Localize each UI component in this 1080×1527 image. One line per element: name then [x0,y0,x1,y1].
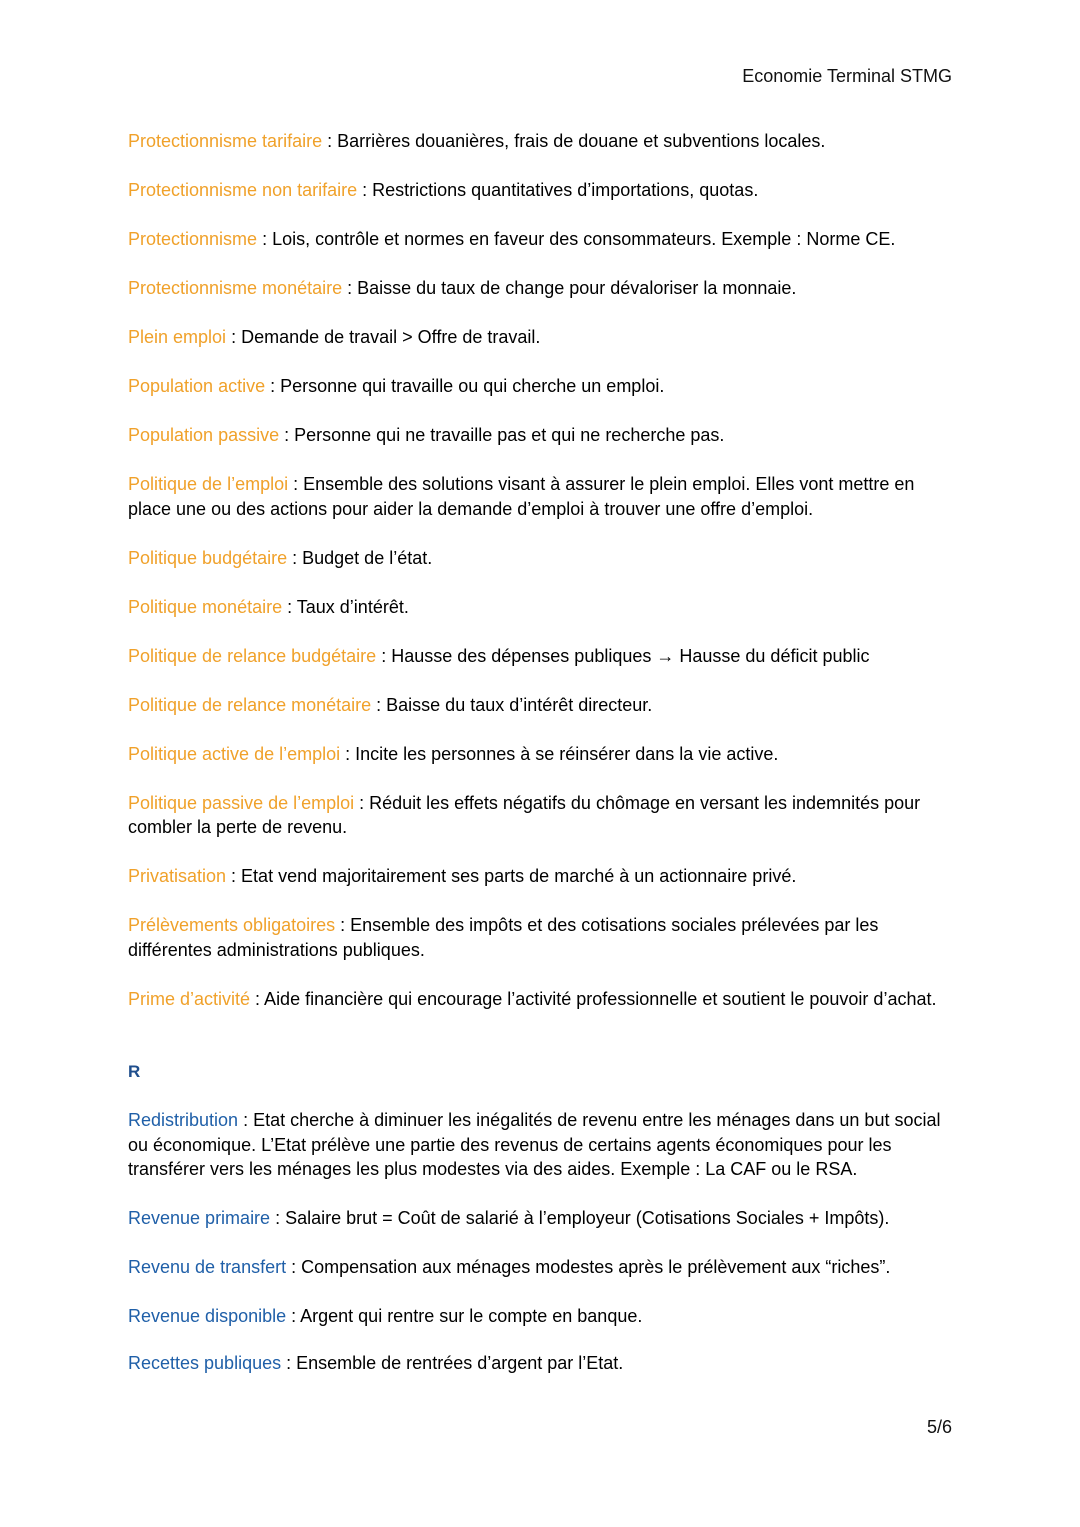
glossary-entry [128,374,958,399]
entry-definition: : Baisse du taux de change pour dévaloriser la monnaie. [342,278,797,298]
entry-term: Politique de relance monétaire [128,694,372,715]
glossary-entry [128,742,958,767]
entry-term: Plein emploi [128,327,227,347]
entry-term: Prélèvements obligatoires [128,915,336,935]
entry-term: Protectionnisme tarifaire [128,131,323,151]
entry-definition: : Demande de travail > Offre de travail. [226,327,541,347]
glossary-entry [128,1108,958,1182]
entry-term: Revenu de transfert [128,1257,287,1277]
entry-definition: : Barrières douanières, frais de douane et subventions locales. [322,131,826,151]
entry-term: Politique de l’emploi [128,474,289,494]
entry-definition: : Ensemble des impôts et des cotisations sociales prélevées par les différentes administrations publiques. [128,915,879,960]
glossary-entry [128,129,958,154]
entry-term: Politique monétaire [128,596,283,617]
entry-term: Revenue primaire [128,1208,271,1228]
entry-definition: : Personne qui ne travaille pas et qui ne recherche pas. [279,425,725,445]
entry-definition: : Taux d’intérêt. [282,596,409,617]
glossary-entry [128,693,958,718]
glossary-entry [128,546,958,571]
section-letter-r: R [128,1062,141,1081]
entry-term: Privatisation [128,866,227,886]
glossary-entry [128,325,958,350]
glossary-entry [128,423,958,448]
entry-term: Politique active de l’emploi [128,743,341,764]
entry-definition: : Etat cherche à diminuer les inégalités de revenu entre les ménages dans un but social ou économique. L’Etat prélève une partie des revenus de certains agents économiques pour les transférer vers les ménages les plus modestes via des aides. Exemple : La CAF ou le RSA. [128,1110,941,1179]
entry-definition: : Baisse du taux d’intérêt directeur. [371,694,653,715]
page-number: 5/6 [926,1417,952,1437]
document-header-title: Economie Terminal STMG [742,66,952,86]
entry-term: Politique de relance budgétaire [128,645,377,666]
entry-term: Protectionnisme non tarifaire [128,180,358,200]
glossary-entry [128,1255,958,1280]
entry-definition: : Lois, contrôle et normes en faveur des consommateurs. Exemple : Norme CE. [257,229,896,249]
entry-definition: : Compensation aux ménages modestes après le prélèvement aux “riches”. [286,1257,891,1277]
glossary-entry [128,178,958,203]
entry-term: Protectionnisme [128,229,258,249]
entry-definition: : Aide financière qui encourage l’activité professionnelle et soutient le pouvoir d’achat. [250,988,937,1009]
entry-term: Prime d’activité [128,988,251,1009]
entry-term: Politique budgétaire [128,547,288,568]
entry-definition: : Etat vend majoritairement ses parts de marché à un actionnaire privé. [226,866,797,886]
entry-definition: : Personne qui travaille ou qui cherche un emploi. [265,376,665,396]
glossary-entry [128,644,958,669]
glossary-entry [128,1206,958,1231]
entry-term: Redistribution [128,1110,239,1130]
entry-term: Revenue disponible [128,1306,287,1326]
entry-term: Recettes publiques [128,1352,282,1373]
entry-definition: : Ensemble de rentrées d’argent par l’Etat. [281,1352,624,1373]
entry-definition: : Incite les personnes à se réinsérer dans la vie active. [340,743,779,764]
glossary-entry [128,791,958,840]
glossary-entry [128,472,958,521]
entry-definition: : Argent qui rentre sur le compte en banque. [286,1306,643,1326]
glossary-entry [128,227,958,252]
entry-term: Population active [128,376,266,396]
entry-definition: : Salaire brut = Coût de salarié à l’employeur (Cotisations Sociales + Impôts). [270,1208,890,1228]
entry-definition: : Ensemble des solutions visant à assurer le plein emploi. Elles vont mettre en place une ou des actions pour aider la demande d’emploi à trouver une offre d’emploi. [128,474,915,519]
entry-term: Protectionnisme monétaire [128,278,343,298]
glossary-entry [128,1304,958,1329]
entry-definition: : Restrictions quantitatives d’importations, quotas. [357,180,759,200]
glossary-entry [128,913,958,962]
entry-term: Politique passive de l’emploi [128,792,355,813]
glossary-entry [128,987,958,1012]
glossary-entry [128,1351,958,1376]
entry-definition: : Budget de l’état. [287,547,433,568]
glossary-entry [128,864,958,889]
entry-definition: : Hausse des dépenses publiques → Hausse du déficit public [376,645,870,666]
glossary-content [128,129,958,1375]
entry-term: Population passive [128,425,280,445]
glossary-entry [128,276,958,301]
glossary-entry [128,595,958,620]
entry-definition: : Réduit les effets négatifs du chômage en versant les indemnités pour combler la perte de revenu. [128,792,921,837]
